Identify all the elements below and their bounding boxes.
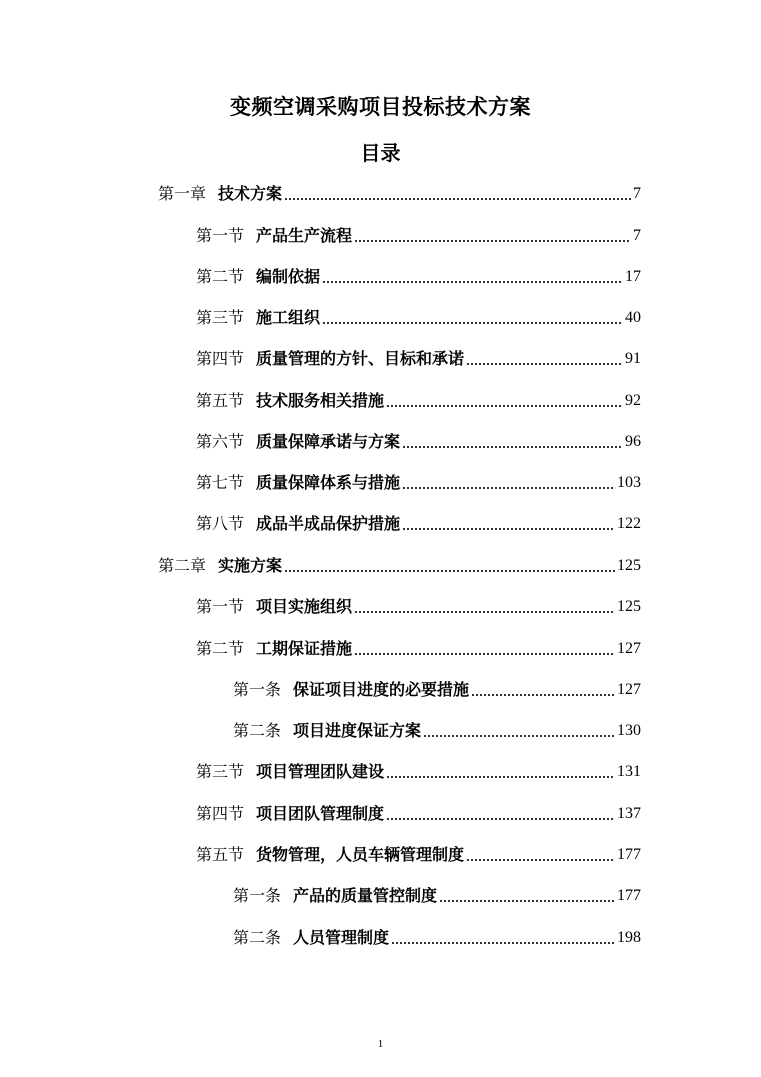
- page-number: 1: [377, 1038, 384, 1050]
- dot-leader: [402, 487, 615, 489]
- toc-entry-number: 第七节: [196, 473, 245, 492]
- toc-entry-title: 产品的质量管控制度: [293, 886, 438, 905]
- dot-leader: [423, 735, 615, 737]
- toc-section[interactable]: [196, 262, 641, 292]
- toc-entry-number: 第二条: [233, 928, 282, 947]
- toc-entry-page: 127: [617, 640, 641, 657]
- toc-entry-page: 91: [625, 350, 641, 367]
- toc-entry-page: 125: [617, 598, 641, 615]
- document-title: 变频空调采购项目投标技术方案: [230, 95, 531, 119]
- toc-entry-title: 项目进度保证方案: [293, 721, 422, 740]
- toc-entry-page: 137: [617, 805, 641, 822]
- toc-entry-page: 177: [617, 887, 641, 904]
- toc-entry-number: 第四节: [196, 349, 245, 368]
- dot-leader: [471, 694, 615, 696]
- toc-entry-title: 质量管理的方针、目标和承诺: [256, 349, 465, 368]
- dot-leader: [466, 859, 615, 861]
- toc-chapter-2[interactable]: [158, 551, 641, 581]
- dot-leader: [354, 611, 615, 613]
- toc-entry-title: 技术方案: [218, 184, 283, 203]
- toc-entry-title: 编制依据: [256, 267, 321, 286]
- toc-entry-number: 第三节: [196, 308, 245, 327]
- toc-entry-number: 第一章: [158, 184, 207, 203]
- toc-entry-number: 第二节: [196, 267, 245, 286]
- toc-entry-page: 96: [625, 433, 641, 450]
- toc-entry-page: 127: [617, 681, 641, 698]
- dot-leader: [386, 405, 623, 407]
- toc-article[interactable]: [233, 716, 641, 746]
- toc-entry-title: 项目管理团队建设: [256, 762, 385, 781]
- dot-leader: [354, 653, 615, 655]
- dot-leader: [354, 240, 631, 242]
- dot-leader: [322, 322, 623, 324]
- toc-section[interactable]: [196, 468, 641, 498]
- toc-entry-number: 第三节: [196, 762, 245, 781]
- toc-entry-title: 产品生产流程: [256, 226, 353, 245]
- dot-leader: [284, 570, 615, 572]
- toc-entry-page: 92: [625, 392, 641, 409]
- toc-article[interactable]: [233, 923, 641, 953]
- toc-entry-title: 施工组织: [256, 308, 321, 327]
- toc-entry-number: 第五节: [196, 391, 245, 410]
- dot-leader: [402, 446, 623, 448]
- toc-entry-number: 第二章: [158, 556, 207, 575]
- dot-leader: [439, 900, 615, 902]
- toc-chapter-1[interactable]: [158, 179, 641, 209]
- toc-heading: 目录: [360, 141, 401, 165]
- toc-entry-title: 人员管理制度: [293, 928, 390, 947]
- toc-section[interactable]: [196, 634, 641, 664]
- toc-section[interactable]: [196, 757, 641, 787]
- toc-entry-number: 第一条: [233, 886, 282, 905]
- toc-entry-page: 125: [617, 557, 641, 574]
- toc-section[interactable]: [196, 840, 641, 870]
- toc-entry-number: 第六节: [196, 432, 245, 451]
- toc-entry-title: 项目团队管理制度: [256, 804, 385, 823]
- toc-entry-page: 40: [625, 309, 641, 326]
- toc-section[interactable]: [196, 344, 641, 374]
- dot-leader: [386, 776, 615, 778]
- dot-leader: [322, 281, 623, 283]
- toc-entry-title: 质量保障体系与措施: [256, 473, 401, 492]
- toc-section[interactable]: [196, 427, 641, 457]
- toc-entry-title: 工期保证措施: [256, 639, 353, 658]
- toc-entry-page: 7: [633, 185, 641, 202]
- dot-leader: [386, 818, 615, 820]
- toc-entry-page: 198: [617, 929, 641, 946]
- toc-section[interactable]: [196, 509, 641, 539]
- toc-entry-page: 7: [633, 227, 641, 244]
- toc-entry-number: 第八节: [196, 514, 245, 533]
- toc-entry-title: 项目实施组织: [256, 597, 353, 616]
- dot-leader: [284, 198, 631, 200]
- toc-article[interactable]: [233, 881, 641, 911]
- toc-entry-title: 货物管理，人员车辆管理制度: [256, 845, 465, 864]
- toc-entry-number: 第二节: [196, 639, 245, 658]
- toc-entry-page: 130: [617, 722, 641, 739]
- toc-entry-number: 第一节: [196, 226, 245, 245]
- toc-entry-number: 第五节: [196, 845, 245, 864]
- toc-entry-page: 103: [617, 474, 641, 491]
- toc-section[interactable]: [196, 221, 641, 251]
- dot-leader: [402, 528, 615, 530]
- toc-entry-title: 实施方案: [218, 556, 283, 575]
- toc-entry-number: 第二条: [233, 721, 282, 740]
- toc-entry-title: 质量保障承诺与方案: [256, 432, 401, 451]
- toc-entry-title: 保证项目进度的必要措施: [293, 680, 470, 699]
- toc-section[interactable]: [196, 799, 641, 829]
- toc-entry-number: 第一条: [233, 680, 282, 699]
- toc-entry-title: 技术服务相关措施: [256, 391, 385, 410]
- toc-entry-number: 第一节: [196, 597, 245, 616]
- toc-entry-number: 第四节: [196, 804, 245, 823]
- toc-entry-page: 17: [625, 268, 641, 285]
- dot-leader: [466, 363, 623, 365]
- toc-section[interactable]: [196, 386, 641, 416]
- toc-section[interactable]: [196, 592, 641, 622]
- toc-entry-page: 122: [617, 515, 641, 532]
- toc-section[interactable]: [196, 303, 641, 333]
- toc-entry-page: 131: [617, 763, 641, 780]
- toc-entry-page: 177: [617, 846, 641, 863]
- toc-entry-title: 成品半成品保护措施: [256, 514, 401, 533]
- dot-leader: [391, 942, 615, 944]
- toc-article[interactable]: [233, 675, 641, 705]
